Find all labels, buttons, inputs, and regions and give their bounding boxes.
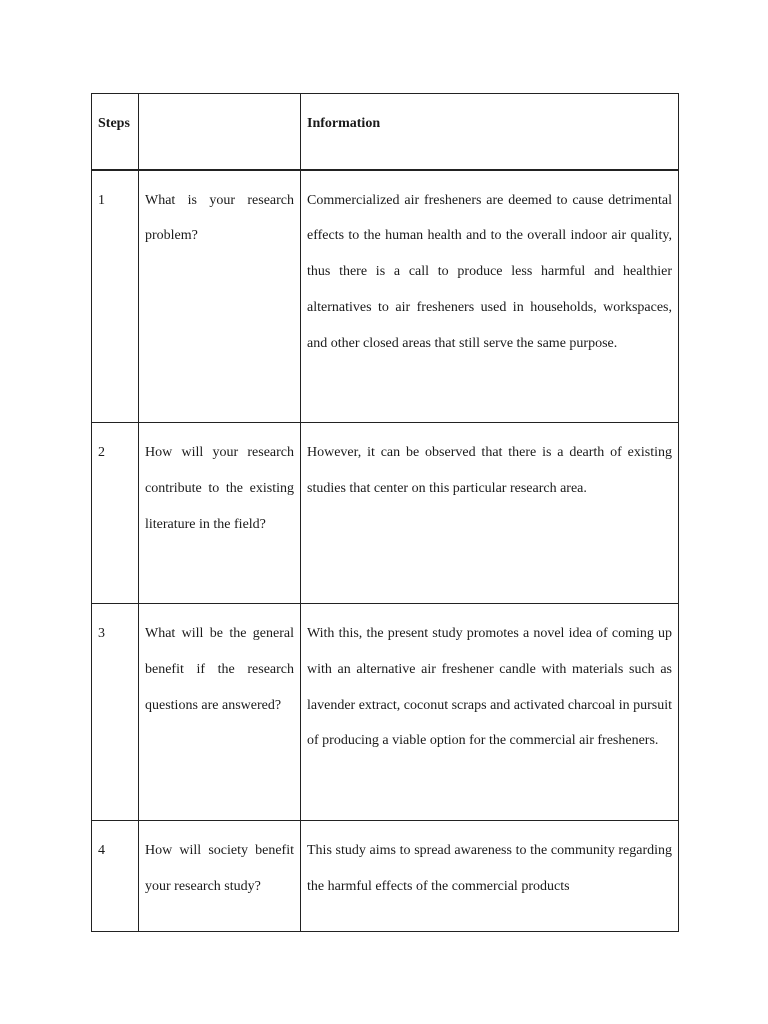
step-question: What will be the general benefit if the research questions are answered? [139,604,301,821]
step-question: What is your research problem? [139,170,301,423]
step-number: 2 [92,423,139,604]
header-information: Information [301,94,679,170]
table-header-row [92,94,679,170]
step-question: How will your research contribute to the existing literature in the field? [139,423,301,604]
step-information: Commercialized air fresheners are deemed to cause detrimental effects to the human health and to the overall indoor air quality, thus there is a call to produce less harmful and healthier alternatives to air fresheners used in households, workspaces, and other closed areas that still serve the same purpose. [301,170,679,423]
step-question-text: How will society benefit your research study? [145,843,294,894]
steps-table [91,93,679,932]
step-information-text: This study aims to spread awareness to the community regarding the harmful effects of the commercial products [307,843,672,894]
header-question [139,94,301,170]
step-information: However, it can be observed that there is a dearth of existing studies that center on this particular research area. [301,423,679,604]
step-information: With this, the present study promotes a novel idea of coming up with an alternative air freshener candle with materials such as lavender extract, coconut scraps and activated charcoal in pursuit of producing a viable option for the commercial air fresheners. [301,604,679,821]
table-row [92,821,679,932]
step-number: 3 [92,604,139,821]
step-number: 1 [92,170,139,423]
step-question [139,821,301,932]
header-steps: Steps [92,94,139,170]
step-number [92,821,139,932]
step-information [301,821,679,932]
table-row [92,170,679,423]
step-number-text: 4 [98,843,105,858]
table-row [92,604,679,821]
table-row [92,423,679,604]
